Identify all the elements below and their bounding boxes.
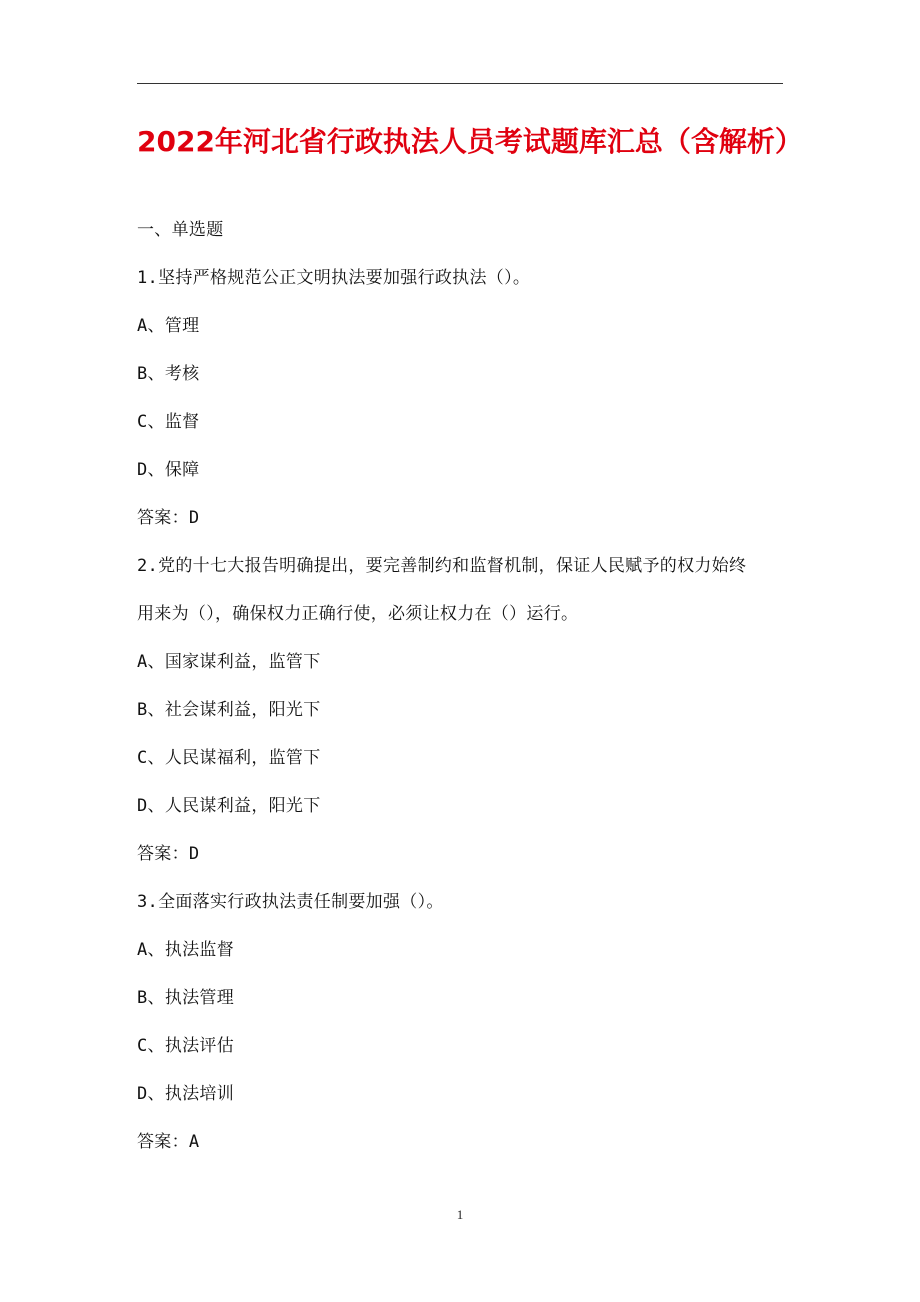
option-a: A、执法监督 [137, 940, 235, 960]
option-d: D、保障 [137, 460, 200, 480]
page-number: 1 [456, 1207, 464, 1222]
document-title: 2022年河北省行政执法人员考试题库汇总（含解析） [137, 125, 803, 158]
document-content [137, 206, 783, 1166]
question-stem-line-1: 2.党的十七大报告明确提出，要完善制约和监督机制，保证人民赋予的权力始终 [137, 556, 747, 576]
answer: 答案：D [137, 844, 200, 864]
question-stem: 1.坚持严格规范公正文明执法要加强行政执法（）。 [137, 268, 531, 288]
option-c: C、监督 [137, 412, 200, 432]
option-b: B、执法管理 [137, 988, 235, 1008]
option-b: B、社会谋利益，阳光下 [137, 700, 321, 720]
question-stem: 3.全面落实行政执法责任制要加强（）。 [137, 892, 444, 912]
option-c: C、人民谋福利，监管下 [137, 748, 321, 768]
question-2 [137, 542, 783, 878]
option-b: B、考核 [137, 364, 200, 384]
header-rule [137, 83, 783, 84]
section-heading: 一、单选题 [137, 220, 224, 240]
answer: 答案：A [137, 1132, 200, 1152]
question-stem-line-2: 用来为（），确保权力正确行使，必须让权力在（）运行。 [137, 604, 579, 624]
option-d: D、人民谋利益，阳光下 [137, 796, 321, 816]
option-a: A、国家谋利益，监管下 [137, 652, 321, 672]
option-c: C、执法评估 [137, 1036, 235, 1056]
question-1 [137, 254, 783, 542]
question-3 [137, 878, 783, 1166]
option-d: D、执法培训 [137, 1084, 235, 1104]
option-a: A、管理 [137, 316, 200, 336]
answer: 答案：D [137, 508, 200, 528]
